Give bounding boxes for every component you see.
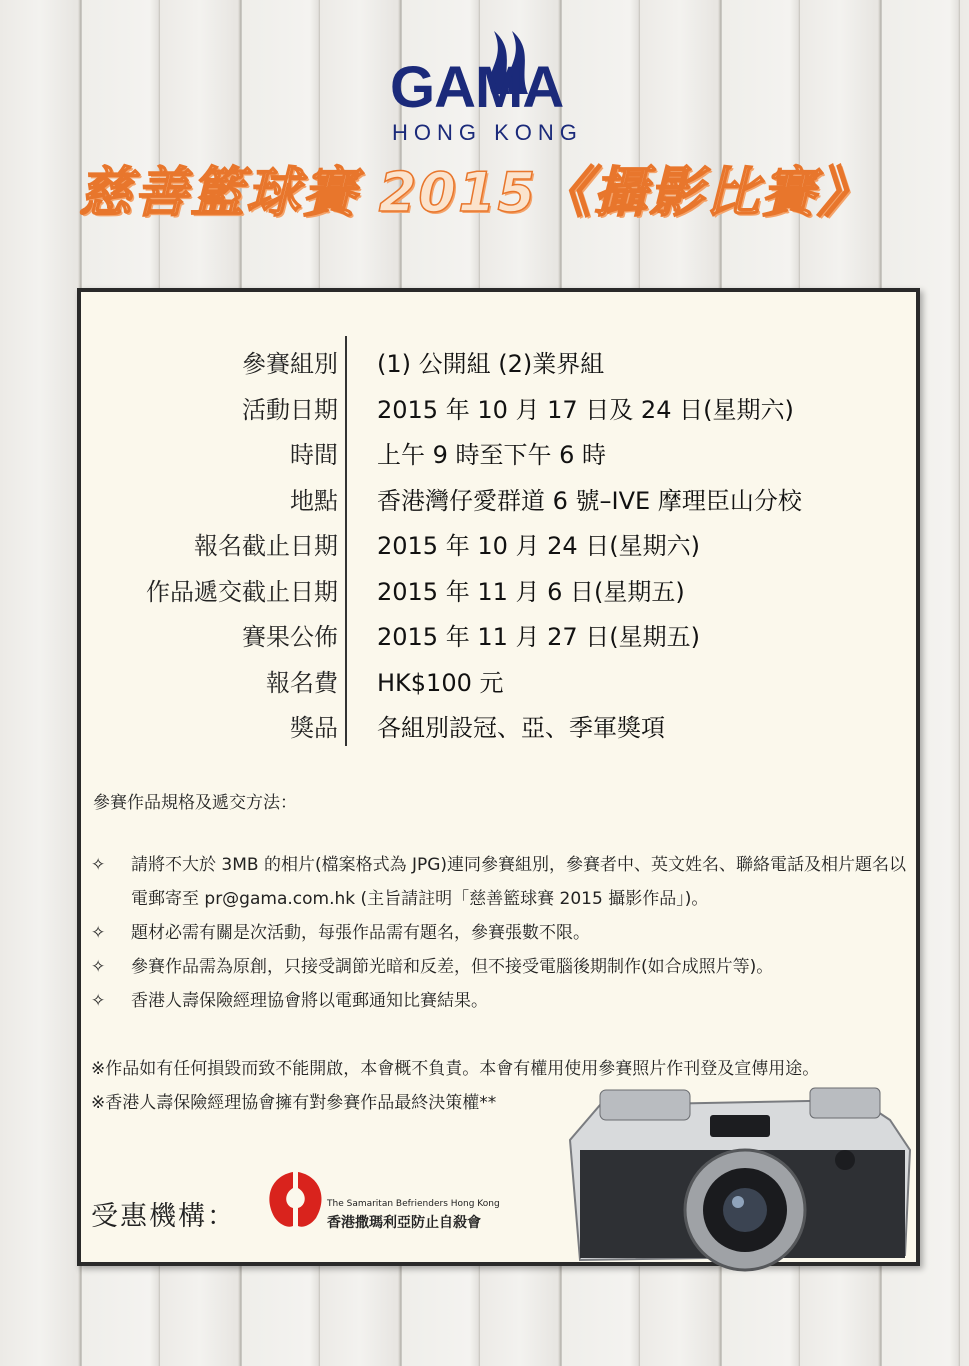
submission-rules <box>91 848 921 1018</box>
detail-label: 獎品 <box>290 714 338 742</box>
header <box>0 0 969 280</box>
page-title: 慈善籃球賽 2015《攝影比賽》 <box>78 161 874 224</box>
detail-value: (1) 公開組 (2)業界組 <box>377 350 605 378</box>
bullet-star-icon: ✧ <box>91 957 106 977</box>
camera-image <box>560 1080 920 1275</box>
detail-value: 2015 年 10 月 17 日及 24 日(星期六) <box>377 395 794 424</box>
detail-label: 賽果公佈 <box>242 623 338 651</box>
details-table <box>81 338 916 748</box>
detail-value: 各組別設冠、亞、季軍獎項 <box>377 714 665 742</box>
detail-label: 報名截止日期 <box>194 532 338 560</box>
detail-label: 時間 <box>290 441 338 469</box>
detail-value: HK$100 元 <box>377 668 504 697</box>
section-title: 參賽作品規格及遞交方法： <box>93 793 297 813</box>
bullet-star-icon: ✧ <box>91 855 106 875</box>
detail-row <box>81 611 916 657</box>
detail-row <box>81 338 916 384</box>
gama-logo <box>390 26 610 146</box>
list-item <box>91 984 921 1018</box>
detail-label: 參賽組別 <box>242 350 338 378</box>
detail-label: 報名費 <box>266 668 338 697</box>
list-item-text: 參賽作品需為原創，只接受調節光暗和反差，但不接受電腦後期制作(如合成照片等)。 <box>131 957 774 977</box>
list-item-text: 題材必需有關是次活動，每張作品需有題名，參賽張數不限。 <box>131 923 590 943</box>
detail-row <box>81 657 916 703</box>
list-item <box>91 848 921 916</box>
detail-value: 2015 年 10 月 24 日(星期六) <box>377 532 701 560</box>
bullet-star-icon: ✧ <box>91 923 106 943</box>
list-item-text: 請將不大於 3MB 的相片(檔案格式為 JPG)連同參賽組別，參賽者中、英文姓名、聯絡電話及相片題名以電郵寄至 pr@gama.com.hk (主旨請註明「慈善籃球賽 2015 攝影作品」)。 <box>131 855 907 909</box>
detail-label: 地點 <box>290 486 338 515</box>
detail-row <box>81 384 916 430</box>
note-line: ※作品如有任何損毀而致不能開啟，本會概不負責。本會有權用使用參賽照片作刊登及宣傳用途。 <box>91 1059 820 1079</box>
detail-row <box>81 566 916 612</box>
detail-value: 2015 年 11 月 6 日(星期五) <box>377 577 685 606</box>
detail-row <box>81 520 916 566</box>
samaritan-logo-icon <box>263 1168 328 1230</box>
detail-value: 2015 年 11 月 27 日(星期五) <box>377 623 701 651</box>
note-line: ※香港人壽保險經理協會擁有對參賽作品最終決策權** <box>91 1093 497 1113</box>
detail-value: 香港灣仔愛群道 6 號–IVE 摩理臣山分校 <box>377 486 802 515</box>
beneficiary-label: 受惠機構： <box>91 1201 236 1232</box>
detail-row <box>81 702 916 748</box>
logo-sub-text: HONG KONG <box>392 120 583 145</box>
logo-main-text: GAMA <box>390 55 564 120</box>
org-english-name: The Samaritan Befrienders Hong Kong <box>327 1199 500 1209</box>
list-item-text: 香港人壽保險經理協會將以電郵通知比賽結果。 <box>131 991 488 1011</box>
detail-label: 作品遞交截止日期 <box>146 577 338 606</box>
org-chinese-name: 香港撒瑪利亞防止自殺會 <box>327 1215 481 1231</box>
bullet-star-icon: ✧ <box>91 991 106 1011</box>
detail-value: 上午 9 時至下午 6 時 <box>377 441 607 469</box>
detail-row <box>81 475 916 521</box>
detail-label: 活動日期 <box>242 395 338 424</box>
list-item <box>91 950 921 984</box>
list-item <box>91 916 921 950</box>
detail-row <box>81 429 916 475</box>
